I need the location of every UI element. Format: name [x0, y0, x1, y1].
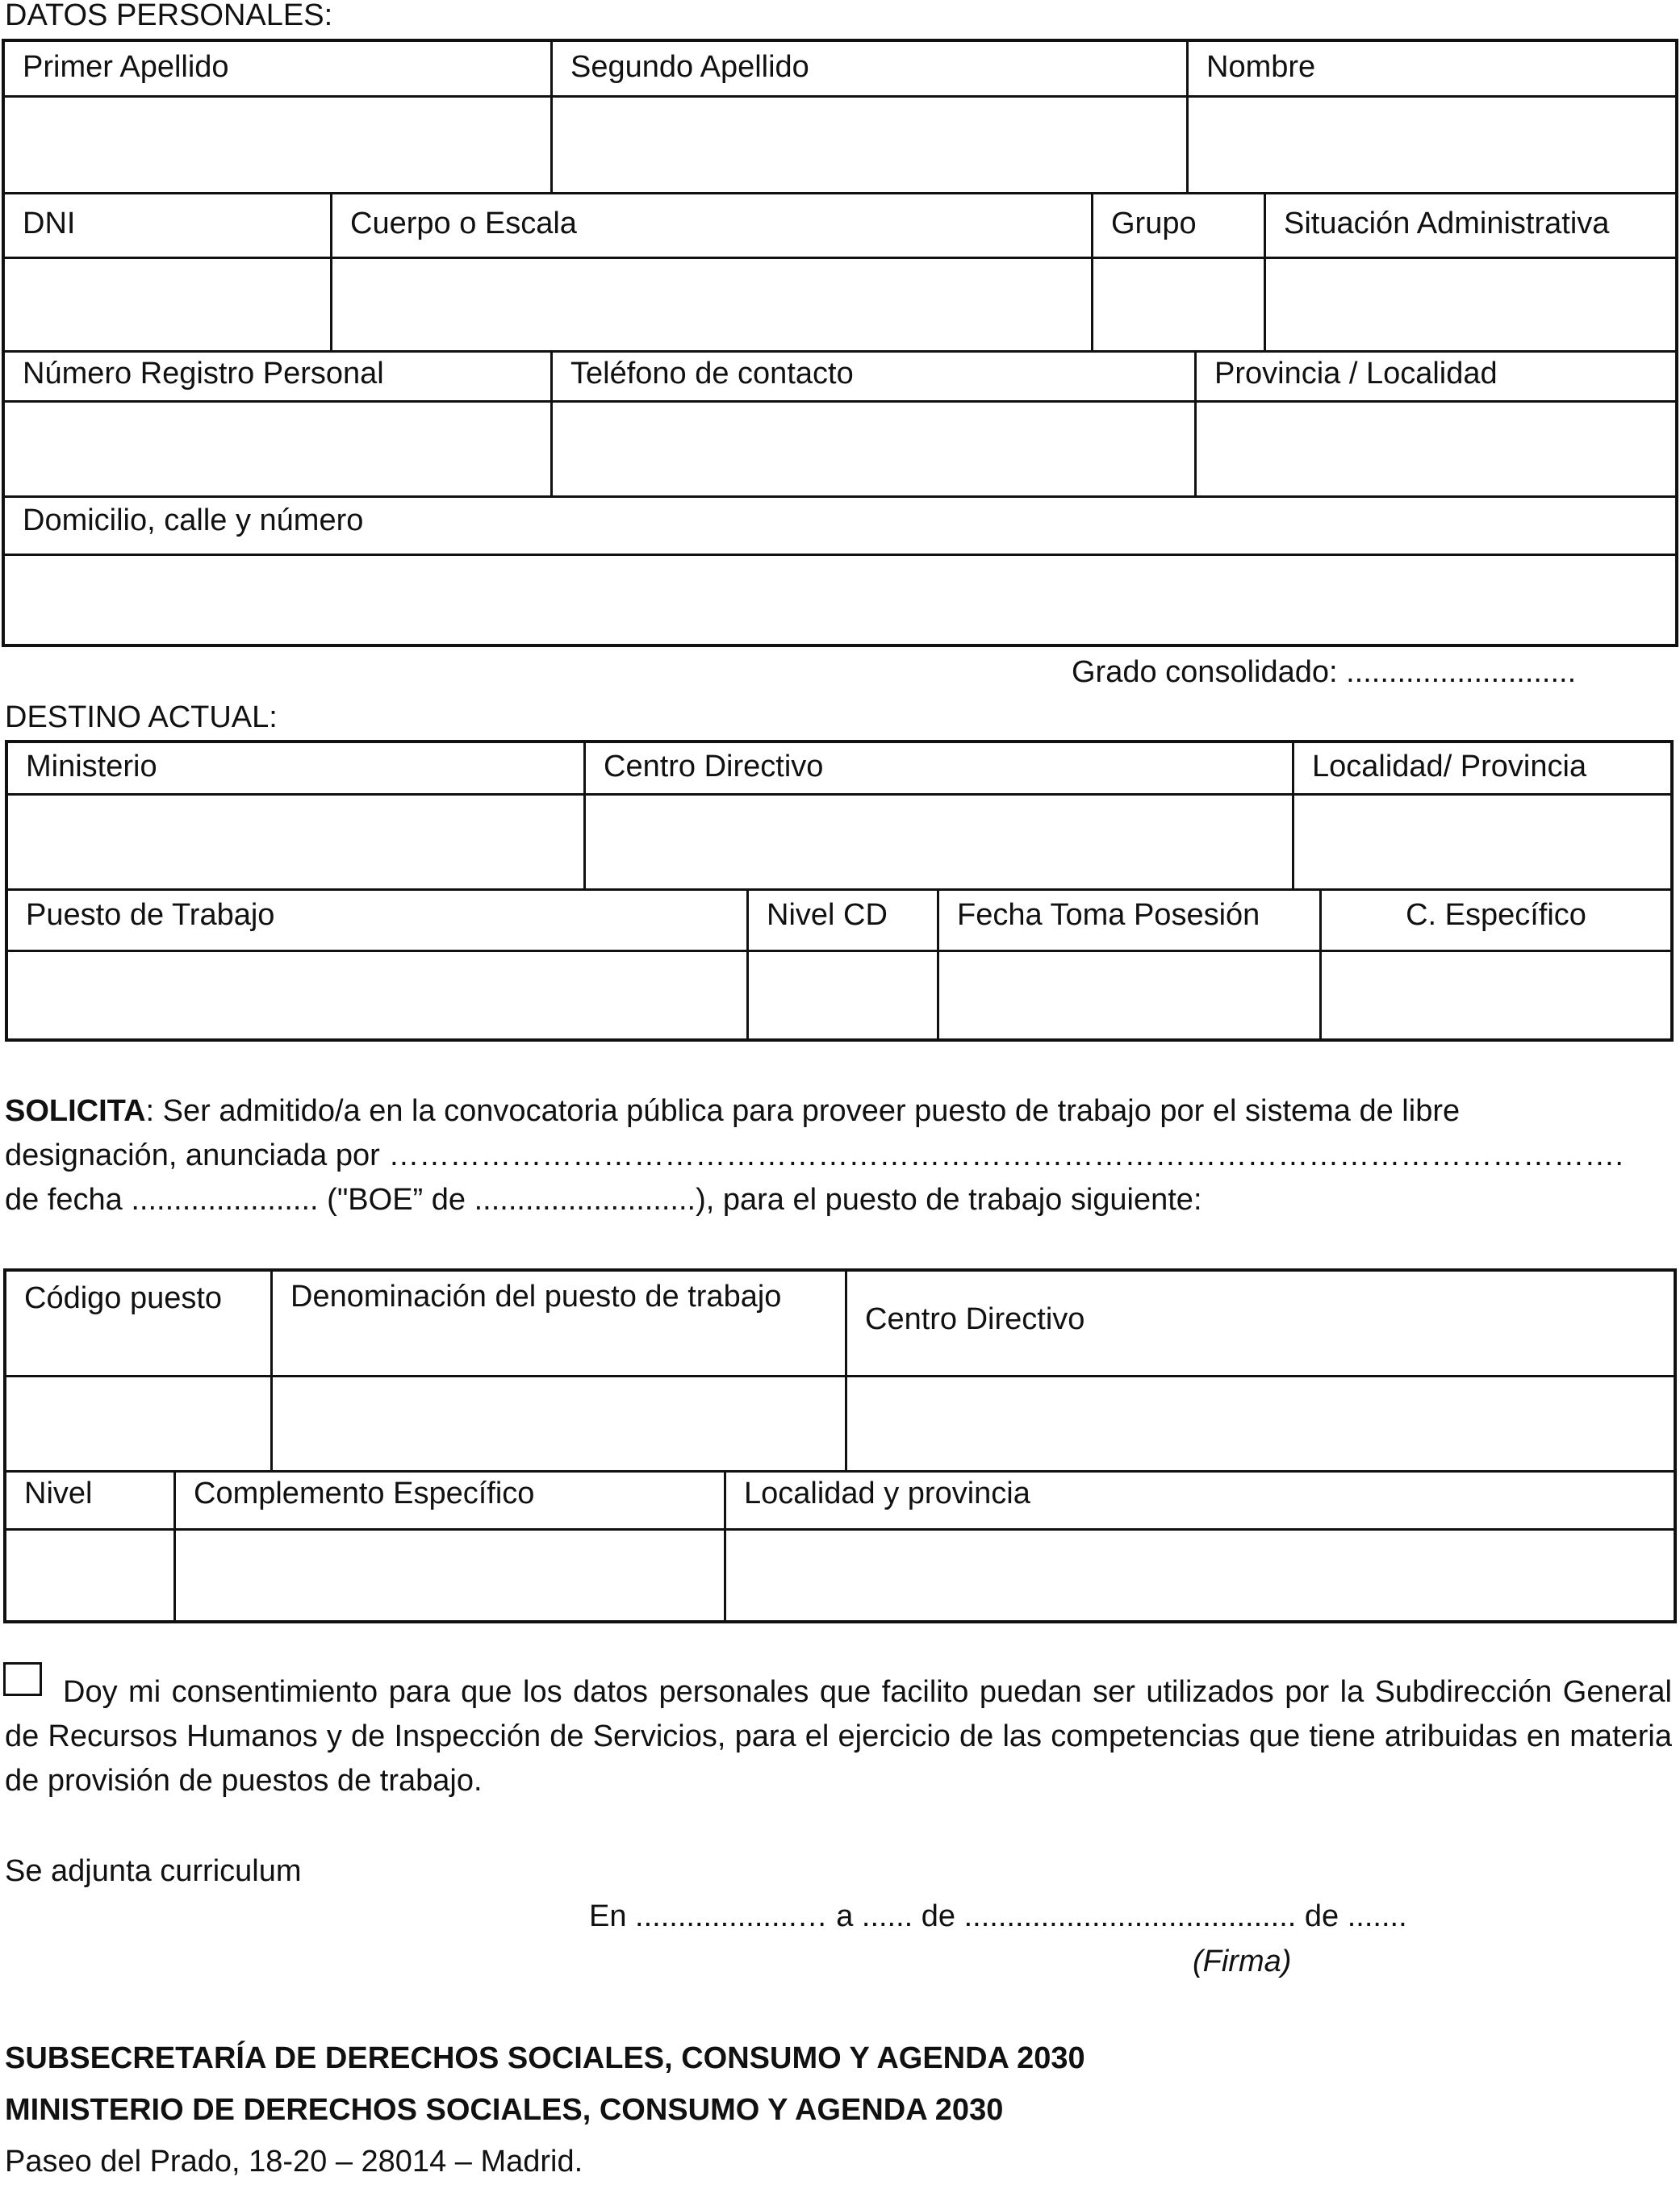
label-denominacion-puesto: Denominación del puesto de trabajo — [290, 1280, 782, 1314]
provincia-localidad-field[interactable] — [1197, 400, 1675, 495]
nombre-field[interactable] — [1189, 95, 1675, 192]
centro-directivo-solicitado-field[interactable] — [847, 1375, 1674, 1470]
solicita-line1: : Ser admitido/a en la convocatoria pública para proveer puesto de trabajo por el sistema de libre — [145, 1094, 1461, 1128]
ministerio-field[interactable] — [8, 793, 583, 888]
label-situacion-administrativa: Situación Administrativa — [1284, 207, 1610, 240]
grado-consolidado: Grado consolidado: ........................... — [1072, 655, 1577, 689]
label-complemento-especifico: Complemento Específico — [194, 1477, 535, 1510]
label-codigo-puesto: Código puesto — [24, 1281, 223, 1315]
footer-subsecretaria: SUBSECRETARÍA DE DERECHOS SOCIALES, CONSUMO Y AGENDA 2030 — [5, 2041, 1085, 2075]
centro-directivo-field[interactable] — [586, 793, 1292, 888]
label-fecha-toma-posesion: Fecha Toma Posesión — [957, 898, 1260, 932]
section-title-datos-personales: DATOS PERSONALES: — [5, 0, 333, 32]
grupo-field[interactable] — [1093, 257, 1264, 350]
fecha-firma-line: En ...................… a ...... de ....................................... de ....... — [589, 1899, 1407, 1933]
footer-ministerio: MINISTERIO DE DERECHOS SOCIALES, CONSUMO Y AGENDA 2030 — [5, 2093, 1004, 2127]
label-domicilio: Domicilio, calle y número — [23, 503, 364, 537]
destino-actual-table — [5, 740, 1674, 1042]
label-provincia-localidad: Provincia / Localidad — [1214, 357, 1498, 391]
label-cuerpo-escala: Cuerpo o Escala — [350, 207, 577, 240]
localidad-y-provincia-field[interactable] — [726, 1528, 1674, 1623]
consent-text: Doy mi consentimiento para que los datos personales que facilito puedan ser utilizados por la Subdirección General de Recursos Humanos y de Inspección de Servicios, para el ejercicio de las competencias que tiene atribuidas en materia de provisión de puestos de trabajo. — [5, 1675, 1672, 1798]
complemento-especifico-field[interactable] — [176, 1528, 724, 1623]
label-nivel: Nivel — [24, 1477, 93, 1510]
primer-apellido-field[interactable] — [5, 95, 550, 192]
label-dni: DNI — [23, 207, 76, 240]
telefono-contacto-field[interactable] — [553, 400, 1194, 495]
footer-address: Paseo del Prado, 18-20 – 28014 – Madrid. — [5, 2145, 583, 2179]
label-centro-directivo: Centro Directivo — [604, 750, 824, 783]
label-nombre: Nombre — [1206, 50, 1316, 84]
solicita-line2: designación, anunciada por …………………………………………………………………………………………………………. — [5, 1138, 1624, 1172]
solicita-lead: SOLICITA — [5, 1094, 146, 1128]
label-primer-apellido: Primer Apellido — [23, 50, 229, 84]
solicita-line3: de fecha ...................... ("BOE” de ..........................), para el puesto de trabajo siguiente: — [5, 1183, 1202, 1217]
cuerpo-escala-field[interactable] — [332, 257, 1091, 350]
situacion-administrativa-field[interactable] — [1266, 257, 1675, 350]
label-telefono-contacto: Teléfono de contacto — [570, 357, 854, 391]
label-puesto-trabajo: Puesto de Trabajo — [26, 898, 275, 932]
label-centro-directivo-solicitado: Centro Directivo — [865, 1302, 1085, 1336]
denominacion-puesto-field[interactable] — [273, 1375, 845, 1470]
nivel-field[interactable] — [6, 1528, 173, 1623]
section-title-destino-actual: DESTINO ACTUAL: — [5, 700, 278, 734]
codigo-puesto-field[interactable] — [6, 1375, 270, 1470]
label-localidad-y-provincia: Localidad y provincia — [744, 1477, 1030, 1510]
dni-field[interactable] — [5, 257, 330, 350]
localidad-provincia-field[interactable] — [1294, 793, 1670, 888]
puesto-solicitado-table — [3, 1268, 1677, 1623]
curriculum-note: Se adjunta curriculum — [5, 1854, 302, 1888]
firma-label: (Firma) — [1193, 1945, 1292, 1978]
nivel-cd-field[interactable] — [749, 950, 937, 1042]
domicilio-field[interactable] — [5, 554, 1675, 647]
label-segundo-apellido: Segundo Apellido — [570, 50, 809, 84]
label-numero-registro-personal: Número Registro Personal — [23, 357, 384, 391]
fecha-toma-posesion-field[interactable] — [939, 950, 1319, 1042]
label-localidad-provincia: Localidad/ Provincia — [1312, 750, 1587, 783]
segundo-apellido-field[interactable] — [553, 95, 1186, 192]
label-c-especifico: C. Específico — [1406, 898, 1586, 932]
label-grupo: Grupo — [1111, 207, 1197, 240]
c-especifico-field[interactable] — [1322, 950, 1670, 1042]
numero-registro-personal-field[interactable] — [5, 400, 550, 495]
datos-personales-table — [2, 39, 1678, 647]
label-nivel-cd: Nivel CD — [767, 898, 888, 932]
puesto-trabajo-field[interactable] — [8, 950, 746, 1042]
solicita-paragraph — [5, 1089, 1672, 1222]
label-ministerio: Ministerio — [26, 750, 157, 783]
